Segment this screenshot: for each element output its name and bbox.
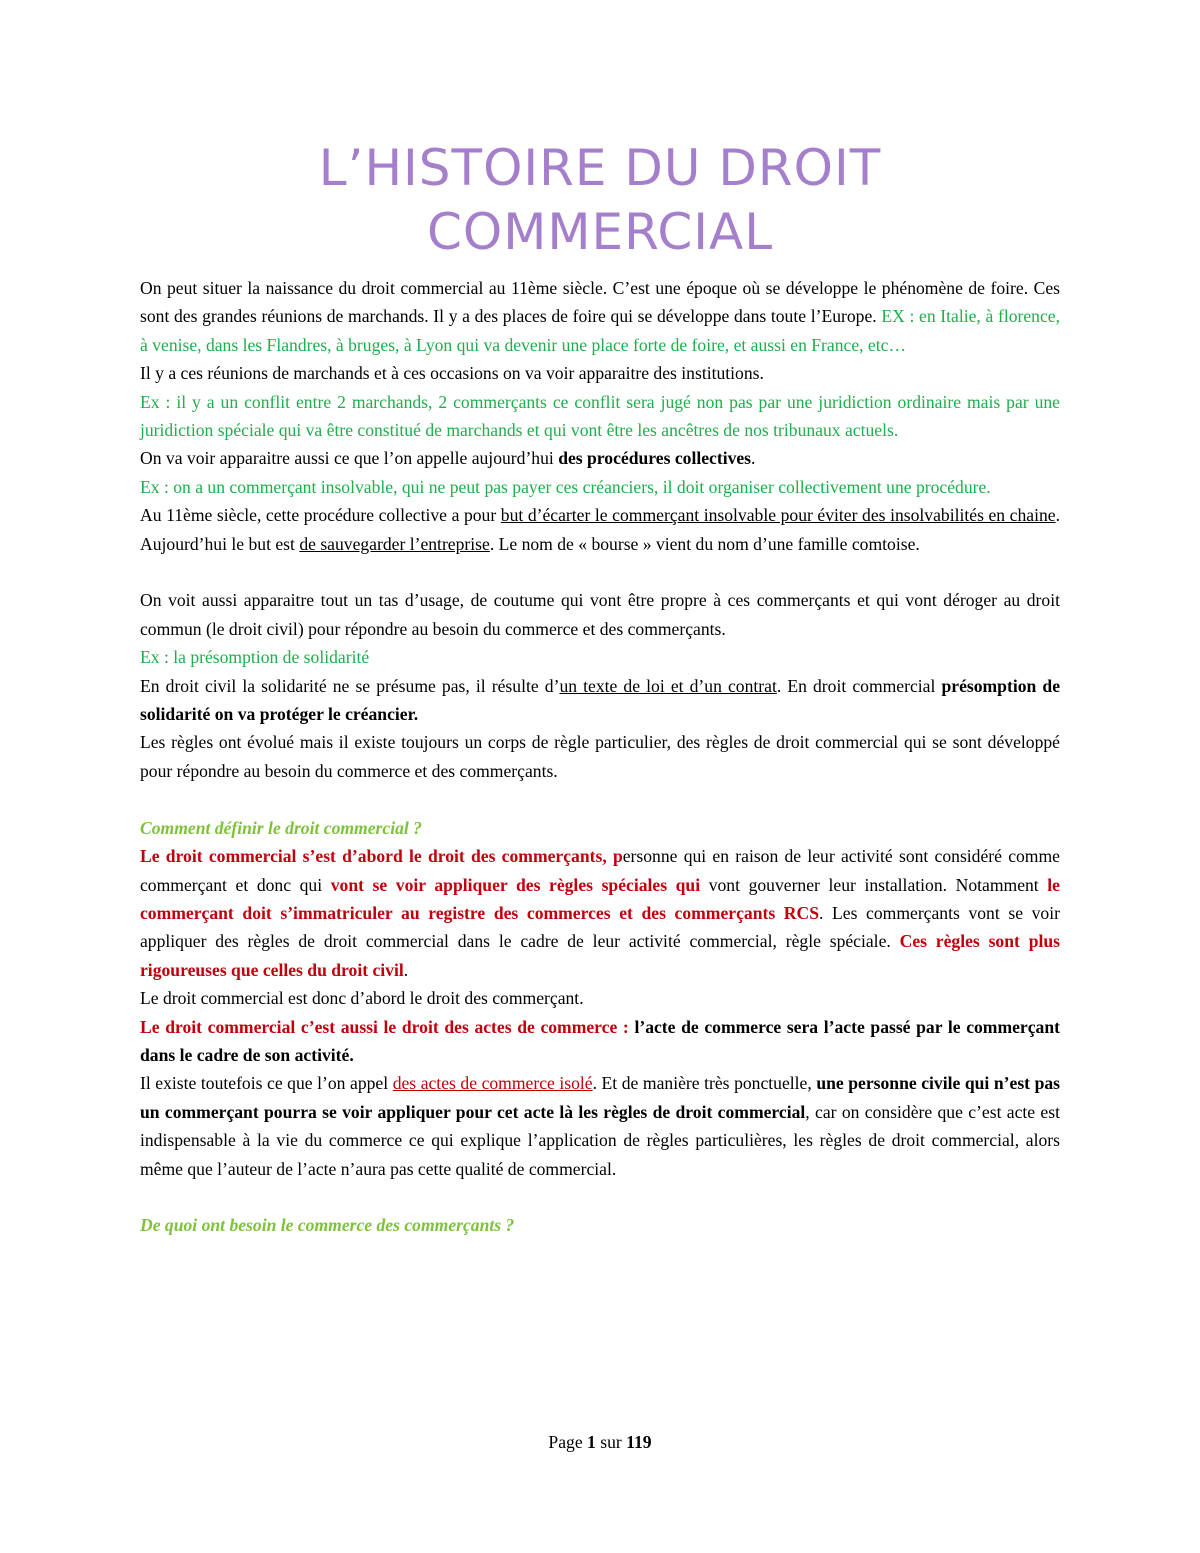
paragraph-institutions: Il y a ces réunions de marchands et à ces occasions on va voir apparaitre des institutions.	[140, 363, 764, 384]
underlined-text: de sauvegarder l’entreprise	[299, 533, 490, 554]
section-heading-definir: Comment définir le droit commercial ?	[140, 817, 422, 838]
paragraph-actes-isoles	[140, 1069, 1060, 1183]
bold-text: des procédures collectives	[558, 448, 752, 469]
paragraph-actes	[140, 1013, 1060, 1070]
page-label: Page	[548, 1432, 583, 1452]
example-conflit: Ex : il y a un conflit entre 2 marchands, 2 commerçants ce conflit sera jugé non pas par une juridiction ordinaire mais par une juridiction spéciale qui va être constitué de marchands et qui vont être les ancêtres de nos tribunaux actuels.	[140, 391, 1060, 441]
paragraph-bourse	[140, 501, 1060, 558]
red-bold-text: vont se voir appliquer des règles spéciales qui	[330, 874, 701, 895]
paragraph-regles: Les règles ont évolué mais il existe toujours un corps de règle particulier, des règles de droit commercial qui se sont développé pour répondre au besoin du commerce et des commerçants.	[140, 732, 1060, 781]
red-underlined-text: des actes de commerce isolé	[392, 1073, 593, 1094]
page-separator: sur	[600, 1432, 622, 1452]
paragraph-text: . Les commerçants vont se voir appliquer des règles de droit commercial dans le cadre de leur activité commercial, règle spéciale.	[140, 902, 1060, 952]
paragraph-text: , car on considère que c’est acte est indispensable à la vie du commerce ce qui explique l’application de règles particulières, les règles de droit commercial, alors même que l’auteur de l’acte n’aura pas cette qualité de commercial.	[140, 1101, 1060, 1179]
paragraph-text: Il existe toutefois ce que l’on appel	[140, 1073, 393, 1094]
bold-text: une personne civile qui n’est pas un commerçant pourra se voir appliquer pour cet acte là les règles de droit commercial	[140, 1073, 1061, 1122]
paragraph-text: . Et de manière très ponctuelle,	[592, 1073, 817, 1094]
example-text: EX : en Italie, à florence, à venise, dans les Flandres, à bruges, à Lyon qui va devenir une place forte de foire, et aussi en France, etc…	[140, 306, 1060, 355]
blank-line	[140, 785, 1060, 813]
page-total: 119	[626, 1432, 652, 1452]
blank-line	[140, 558, 1060, 586]
paragraph-text: Au 11ème siècle, cette procédure collective a pour	[140, 505, 501, 526]
paragraph-definition	[140, 842, 1060, 984]
paragraph-text: vont gouverner leur installation. Notamment	[700, 874, 1048, 895]
paragraph-text: . Aujourd’hui le but est	[140, 505, 1060, 554]
document-body	[140, 274, 1060, 1240]
paragraph-droit-commercants: Le droit commercial est donc d’abord le droit des commerçant.	[140, 988, 584, 1009]
title-line-2: COMMERCIAL	[426, 203, 774, 261]
paragraph-text: ersonne qui en raison de leur activité sont considéré comme commerçant et donc qui	[140, 846, 1060, 895]
example-solidarite: Ex : la présomption de solidarité	[140, 647, 370, 668]
paragraph-foires	[140, 274, 1060, 359]
paragraph-usages: On voit aussi apparaitre tout un tas d’usage, de coutume qui vont être propre à ces commerçants et qui vont déroger au droit commun (le droit civil) pour répondre au besoin du commerce et des commerçants.	[140, 590, 1060, 639]
paragraph-text: . Le nom de « bourse » vient du nom d’une famille comtoise.	[489, 533, 920, 554]
red-bold-text: Le droit commercial s’est d’abord le droit des commerçants, p	[140, 846, 623, 867]
document-title	[140, 136, 1060, 264]
title-line-1: L’HISTOIRE DU DROIT	[318, 139, 882, 197]
paragraph-text: On peut situer la naissance du droit commercial au 11ème siècle. C’est une époque où se développe le phénomène de foire. Ces sont des grandes réunions de marchands. Il y a des places de foire qui se développe dans toute l’Europe.	[140, 278, 1060, 327]
red-bold-text: Ces règles sont plus rigoureuses que celles du droit civil	[140, 931, 1061, 980]
paragraph-text: .	[403, 959, 409, 980]
page-number: 1	[587, 1432, 596, 1452]
paragraph-solidarite	[140, 672, 1060, 729]
page-footer	[0, 1432, 1200, 1453]
underlined-text: but d’écarter le commerçant insolvable pour éviter des insolvabilités en chaine	[500, 505, 1056, 526]
bold-text: présomption de solidarité on va protéger le créancier.	[140, 675, 1061, 725]
blank-line	[140, 1183, 1060, 1211]
example-insolvable: Ex : on a un commerçant insolvable, qui ne peut pas payer ces créanciers, il doit organiser collectivement une procédure.	[140, 476, 991, 497]
section-heading-besoin: De quoi ont besoin le commerce des commerçants ?	[140, 1215, 515, 1236]
underlined-text: un texte de loi et d’un contrat	[559, 675, 777, 696]
paragraph-text: On va voir apparaitre aussi ce que l’on appelle aujourd’hui	[140, 448, 559, 469]
paragraph-text: . En droit commercial	[776, 675, 942, 696]
bold-text: l’acte de commerce sera l’acte passé par le commerçant dans le cadre de son activité.	[140, 1016, 1060, 1065]
red-bold-text: le commerçant doit s’immatriculer au registre des commerces et des commerçants RCS	[140, 874, 1060, 923]
paragraph-procedures	[140, 444, 1060, 472]
paragraph-text: En droit civil la solidarité ne se présume pas, il résulte d’	[140, 675, 560, 696]
paragraph-text: .	[751, 448, 756, 469]
red-bold-text: Le droit commercial c’est aussi le droit des actes de commerce :	[140, 1016, 629, 1037]
